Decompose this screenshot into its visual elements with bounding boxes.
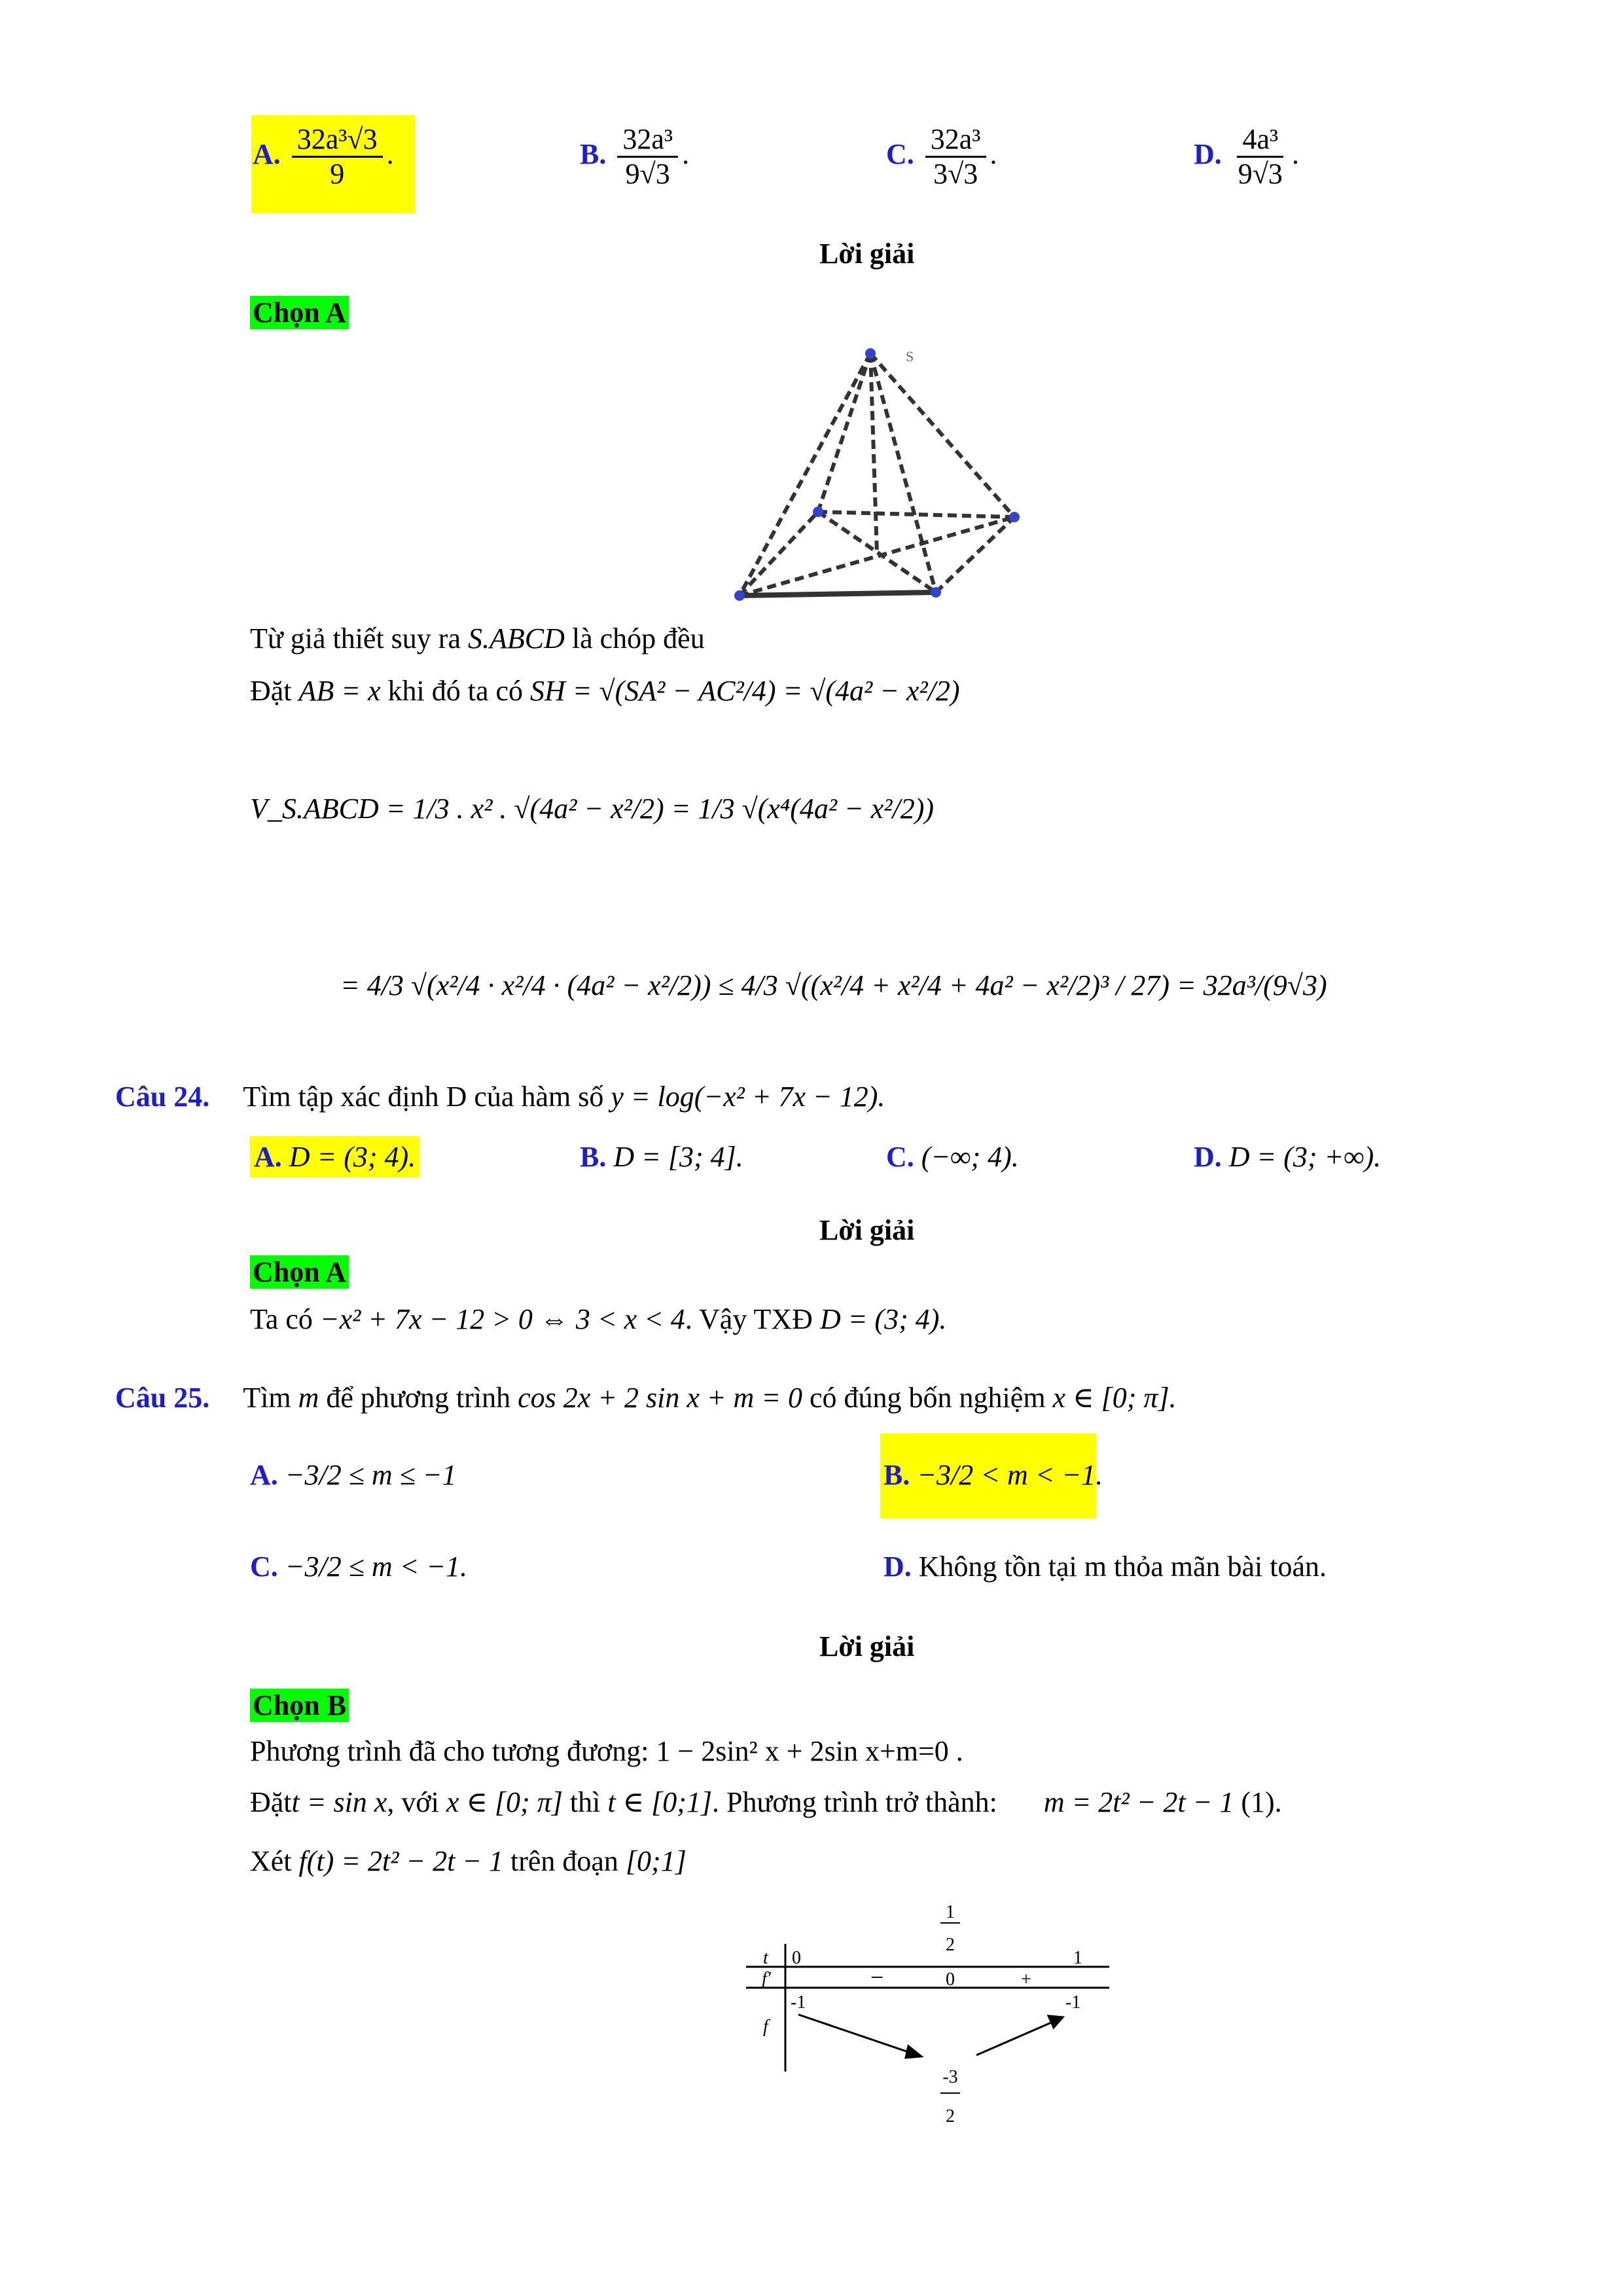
table-zero: 0 bbox=[946, 1969, 955, 1990]
q24-option-a-label: A. bbox=[254, 1141, 282, 1173]
q24-option-b bbox=[580, 1140, 743, 1174]
vertex-c-point bbox=[1009, 512, 1020, 522]
q23-option-a-fraction bbox=[292, 124, 383, 189]
table-row-t: t bbox=[763, 1948, 768, 1968]
q25-sol-line1: Phương trình đã cho tương đương: 1 − 2sin² x + 2sin x+m=0 . bbox=[250, 1735, 963, 1767]
q25-option-a-text: −3/2 ≤ m ≤ −1 bbox=[285, 1459, 457, 1491]
q25-s2-a: Đặt bbox=[250, 1786, 292, 1818]
q23-line3-formula: V_S.ABCD = 1/3 . x² . √(4a² − x²/2) = 1/3 √(x⁴(4a² − x²/2)) bbox=[250, 793, 934, 825]
q24-option-c-text: (−∞; 4). bbox=[921, 1141, 1019, 1173]
height-sh bbox=[870, 353, 877, 553]
q23-line2-text: Đặt bbox=[250, 675, 292, 707]
q23-option-c-num: 32a³ bbox=[925, 124, 986, 158]
q23-option-c-label: C. bbox=[886, 137, 914, 170]
q24-option-b-text: D = [3; 4]. bbox=[613, 1141, 743, 1173]
q25-title: Câu 25. bbox=[115, 1382, 210, 1414]
q25-question bbox=[115, 1381, 1177, 1414]
q25-option-d-label: D. bbox=[883, 1551, 912, 1583]
q23-option-a-label: A. bbox=[253, 137, 281, 170]
q23-line4 bbox=[340, 969, 1327, 1002]
q24-sol-end: . Vậy TXĐ bbox=[685, 1303, 813, 1335]
q24-question bbox=[115, 1080, 885, 1113]
q23-line2-mid: khi đó ta có bbox=[387, 675, 524, 707]
arrow-decreasing bbox=[798, 2015, 918, 2055]
q23-option-d-fraction bbox=[1233, 124, 1288, 189]
q25-s2-t: t = sin x bbox=[291, 1786, 387, 1818]
vertex-b-point bbox=[931, 587, 941, 598]
q23-loi-giai: Lời giải bbox=[819, 238, 915, 270]
q23-option-b bbox=[580, 124, 689, 189]
q25-sol-line2 bbox=[250, 1785, 1282, 1819]
q23-line2-math: AB = x bbox=[298, 675, 381, 707]
q23-option-b-fraction bbox=[617, 124, 678, 189]
vertex-a-point bbox=[734, 590, 745, 601]
q25-s3-f: f(t) = 2t² − 2t − 1 bbox=[298, 1845, 503, 1877]
q24-question-text: Tìm tập xác định D của hàm số bbox=[243, 1081, 604, 1113]
q23-option-d-label: D. bbox=[1194, 137, 1222, 170]
table-t1: 1 bbox=[1073, 1948, 1082, 1968]
q25-q-eq: cos 2x + 2 sin x + m = 0 bbox=[518, 1382, 803, 1414]
arrow-increasing bbox=[976, 2020, 1058, 2055]
q23-option-b-num: 32a³ bbox=[617, 124, 678, 158]
vertex-d-point bbox=[813, 507, 823, 517]
q23-line1-text: Từ giả thiết suy ra bbox=[250, 622, 461, 655]
q25-s2-b: , với bbox=[387, 1786, 439, 1818]
q25-option-a-label: A. bbox=[250, 1459, 278, 1491]
q23-option-d-suffix: . bbox=[1291, 137, 1299, 170]
q23-option-a-den: 9 bbox=[330, 158, 345, 190]
q23-line4-formula: = 4/3 √(x²/4 · x²/4 · (4a² − x²/2)) ≤ 4/3 √((x²/4 + x²/4 + 4a² − x²/2)³ / 27) = 32a³/(9√3) bbox=[340, 969, 1327, 1001]
q23-option-b-suffix: . bbox=[682, 137, 690, 170]
q25-option-c bbox=[250, 1550, 467, 1583]
q25-option-b-text: −3/2 < m < −1. bbox=[917, 1459, 1103, 1491]
q25-q-b: để phương trình bbox=[326, 1382, 511, 1414]
q25-option-a bbox=[250, 1458, 456, 1492]
table-f1: -1 bbox=[1065, 1992, 1081, 2013]
table-row-fp: f′ bbox=[762, 1969, 771, 1989]
q23-option-c-den: 3√3 bbox=[933, 158, 978, 190]
q23-option-b-den: 9√3 bbox=[625, 158, 670, 190]
q25-q-c: có đúng bốn nghiệm bbox=[810, 1382, 1046, 1414]
q25-q-a: Tìm bbox=[243, 1382, 291, 1414]
q25-s2-f: m = 2t² − 2t − 1 bbox=[1043, 1786, 1234, 1818]
table-sign-minus: − bbox=[870, 1964, 884, 1990]
vertex-label-s: S bbox=[906, 348, 914, 365]
q23-option-b-label: B. bbox=[580, 137, 607, 170]
edge-ab bbox=[740, 592, 936, 596]
q23-option-d-den: 9√3 bbox=[1238, 158, 1283, 190]
q24-option-d bbox=[1194, 1140, 1381, 1174]
q24-option-d-label: D. bbox=[1194, 1141, 1222, 1173]
q25-s3-c: [0;1] bbox=[625, 1845, 687, 1877]
q23-option-c-fraction bbox=[925, 124, 986, 189]
q25-q-m: m bbox=[298, 1382, 319, 1414]
table-row-f: f bbox=[763, 2017, 768, 2037]
q25-s2-d: t ∈ [0;1] bbox=[607, 1786, 713, 1818]
q23-option-a-content bbox=[253, 124, 394, 189]
q24-title: Câu 24. bbox=[115, 1081, 210, 1113]
table-fmin-den: 2 bbox=[946, 2106, 955, 2126]
q25-q-dom: x ∈ [0; π]. bbox=[1052, 1382, 1177, 1414]
q25-option-c-label: C. bbox=[250, 1551, 278, 1583]
q24-function: y = log(−x² + 7x − 12). bbox=[611, 1081, 885, 1113]
q24-option-a-text: D = (3; 4). bbox=[289, 1141, 416, 1173]
table-thalf-num: 1 bbox=[946, 1902, 955, 1922]
q25-option-d bbox=[883, 1550, 1327, 1583]
q25-s2-g: (1). bbox=[1241, 1786, 1282, 1818]
vertex-s-point bbox=[865, 348, 876, 359]
q24-solution bbox=[250, 1302, 946, 1336]
q23-option-d bbox=[1194, 124, 1299, 189]
q23-option-a-num: 32a³√3 bbox=[292, 124, 383, 158]
q24-sol-math: −x² + 7x − 12 > 0 ⇔ 3 < x < 4 bbox=[319, 1303, 685, 1335]
q23-option-c-suffix: . bbox=[990, 137, 997, 170]
q24-option-b-label: B. bbox=[580, 1141, 607, 1173]
q24-option-c bbox=[886, 1140, 1019, 1174]
q25-s2-x: x ∈ [0; π] bbox=[446, 1786, 563, 1818]
table-thalf-den: 2 bbox=[946, 1935, 955, 1955]
q25-option-b-label: B. bbox=[883, 1459, 910, 1491]
q25-sol-line3 bbox=[250, 1844, 687, 1878]
q23-line2 bbox=[250, 674, 960, 708]
q25-s3-a: Xét bbox=[250, 1845, 292, 1877]
q23-option-c bbox=[886, 124, 997, 189]
arrow-increasing-head bbox=[1048, 2016, 1063, 2028]
q24-chon: Chọn A bbox=[250, 1255, 349, 1289]
q24-sol-result: D = (3; 4). bbox=[819, 1303, 947, 1335]
table-f0: -1 bbox=[791, 1992, 806, 2013]
q24-option-c-label: C. bbox=[886, 1141, 914, 1173]
q24-sol-text: Ta có bbox=[250, 1303, 313, 1335]
table-sign-plus: + bbox=[1021, 1969, 1031, 1990]
q24-option-d-text: D = (3; +∞). bbox=[1228, 1141, 1382, 1173]
q24-option-a bbox=[250, 1136, 419, 1177]
q23-line1-math: S.ABCD bbox=[468, 622, 565, 655]
q23-option-a-suffix: . bbox=[386, 137, 394, 170]
q25-option-b-content bbox=[883, 1458, 1103, 1492]
q23-line2-formula: SH = √(SA² − AC²/4) = √(4a² − x²/2) bbox=[530, 675, 960, 707]
edge-sc bbox=[870, 353, 1014, 517]
q23-chon: Chọn A bbox=[250, 296, 349, 329]
table-t0: 0 bbox=[792, 1948, 801, 1968]
q25-option-d-text: Không tồn tại m thỏa mãn bài toán. bbox=[918, 1551, 1327, 1583]
q23-line1-end: là chóp đều bbox=[571, 622, 705, 655]
q24-loi-giai: Lời giải bbox=[819, 1214, 915, 1246]
q25-chon: Chọn B bbox=[250, 1689, 349, 1722]
pyramid-figure bbox=[720, 340, 1060, 615]
q23-option-d-num: 4a³ bbox=[1237, 124, 1283, 158]
variation-table bbox=[746, 1898, 1113, 2134]
q25-loi-giai: Lời giải bbox=[819, 1630, 915, 1662]
table-fmin-num: -3 bbox=[942, 2067, 958, 2087]
q25-s3-b: trên đoạn bbox=[510, 1845, 618, 1877]
edge-sa bbox=[740, 353, 870, 596]
q25-s2-c: thì bbox=[569, 1786, 601, 1818]
q25-s2-e: . Phương trình trở thành: bbox=[712, 1786, 997, 1818]
q23-line1 bbox=[250, 622, 705, 655]
q25-option-c-text: −3/2 ≤ m < −1. bbox=[285, 1551, 468, 1583]
q23-line3 bbox=[250, 792, 934, 825]
arrow-decreasing-head bbox=[906, 2046, 921, 2058]
